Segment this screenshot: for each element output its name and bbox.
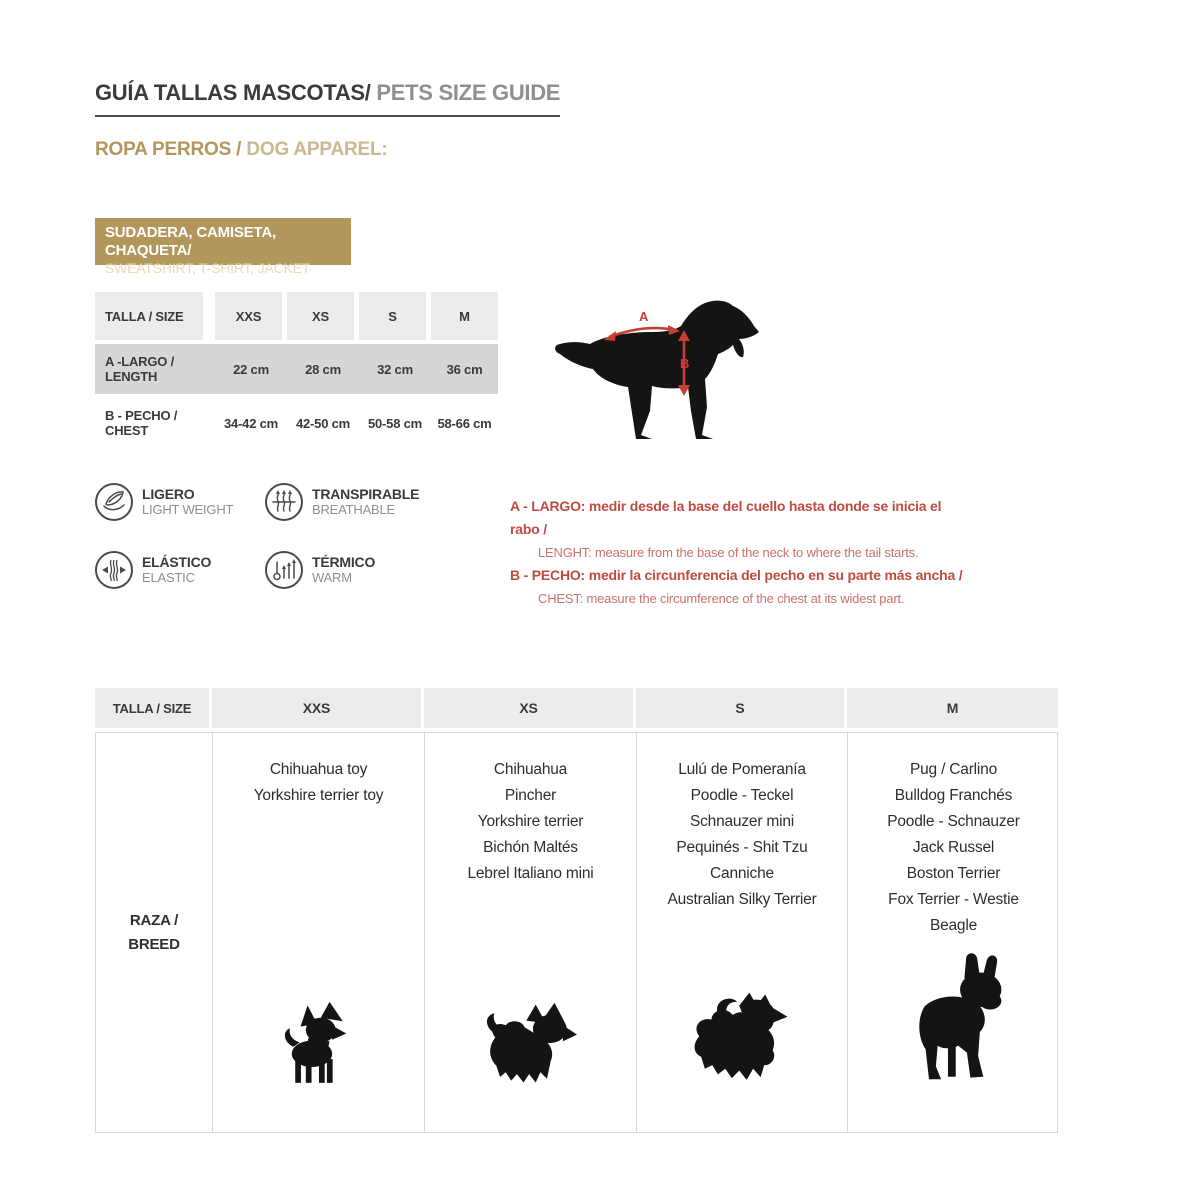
page-title-es: GUÍA TALLAS MASCOTAS/ xyxy=(95,80,371,105)
breed-item: Lebrel Italiano mini xyxy=(467,865,594,882)
size-table-header-xxs: XXS xyxy=(215,292,282,340)
chest-m: 58-66 cm xyxy=(437,415,492,431)
size-table-header-row xyxy=(95,292,498,340)
elastic-icon xyxy=(95,551,133,589)
measure-notes xyxy=(510,495,970,610)
feature-name-es: TRANSPIRABLE xyxy=(312,486,420,502)
breed-item: Lulú de Pomeranía xyxy=(678,761,806,778)
chest-arrowhead-bottom xyxy=(678,385,690,396)
breed-row-label-es: RAZA / xyxy=(129,911,179,929)
note-pecho-es: B - PECHO: medir la circunferencia del pecho en su parte más ancha / xyxy=(510,567,963,583)
subtitle-es: ROPA PERROS / xyxy=(95,139,242,160)
chest-row-label: B - PECHO / CHEST xyxy=(105,408,178,438)
length-xxs: 22 cm xyxy=(233,361,269,377)
breed-row-label-en: BREED xyxy=(128,935,180,953)
breed-item: Bichón Maltés xyxy=(483,839,578,856)
note-length-en: LENGHT: measure from the base of the neck to where the tail starts. xyxy=(538,545,919,560)
breed-table-header-m: M xyxy=(847,688,1058,728)
breed-item: Yorkshire terrier toy xyxy=(253,787,384,804)
feature-name-en: BREATHABLE xyxy=(312,502,396,517)
measuring-dog-diagram xyxy=(552,300,770,448)
length-row-label: A -LARGO / LENGTH xyxy=(105,354,175,384)
breed-item: Bulldog Franchés xyxy=(894,787,1013,804)
breed-item: Australian Silky Terrier xyxy=(667,891,817,908)
french-bulldog-silhouette xyxy=(898,946,1010,1092)
breed-item: Schnauzer mini xyxy=(689,813,795,830)
pomeranian-silhouette xyxy=(672,988,812,1092)
breed-table-header-row xyxy=(95,688,1058,728)
length-arrowhead-left xyxy=(604,331,616,341)
breed-item: Pug / Carlino xyxy=(909,761,997,778)
feature-breathable xyxy=(265,483,419,521)
feature-warm xyxy=(265,551,375,589)
breed-item: Yorkshire terrier xyxy=(477,813,584,830)
breed-column-xxs xyxy=(213,733,425,1132)
length-xs: 28 cm xyxy=(305,361,341,377)
breed-column-m xyxy=(848,733,1059,1132)
section-subtitle xyxy=(95,139,388,161)
chest-xxs: 34-42 cm xyxy=(223,415,279,431)
breed-item: Poodle - Teckel xyxy=(690,787,794,804)
size-table-header-xs: XS xyxy=(287,292,354,340)
feature-light-weight xyxy=(95,483,233,521)
note-chest-en: CHEST: measure the circumference of the chest at its widest part. xyxy=(538,591,905,606)
breed-item: Fox Terrier - Westie xyxy=(888,891,1019,908)
diagram-label-a: A xyxy=(639,309,649,324)
length-m: 36 cm xyxy=(446,361,483,377)
breed-item: Beagle xyxy=(929,917,978,934)
note-largo-es: A - LARGO: medir desde la base del cuello hasta donde se inicia el rabo / xyxy=(510,498,942,537)
breed-item: Chihuahua toy xyxy=(269,761,368,778)
breed-item: Pincher xyxy=(504,787,557,804)
category-banner-en: SWEATSHIRT, T-SHIRT, JACKET xyxy=(105,260,311,276)
size-table-header-s: S xyxy=(359,292,426,340)
size-table-row-length xyxy=(95,344,498,394)
breed-item: Pequinés - Shit Tzu xyxy=(676,839,808,856)
breed-item: Boston Terrier xyxy=(906,865,1001,882)
breed-item: Poodle - Schnauzer xyxy=(887,813,1020,830)
breed-item: Jack Russel xyxy=(912,839,995,856)
size-table xyxy=(95,292,498,448)
chihuahua-silhouette xyxy=(275,998,363,1092)
breed-table-header-xs: XS xyxy=(424,688,633,728)
length-s: 32 cm xyxy=(377,361,413,377)
size-table-header-talla: TALLA / SIZE xyxy=(95,292,203,340)
breed-column-xs xyxy=(425,733,637,1132)
page-title xyxy=(95,80,560,117)
feature-elastic xyxy=(95,551,211,589)
chest-s: 50-58 cm xyxy=(367,415,423,431)
feather-hand-icon xyxy=(95,483,133,521)
feature-name-en: ELASTIC xyxy=(142,570,195,585)
breed-table-header-xxs: XXS xyxy=(212,688,421,728)
breed-column-s xyxy=(637,733,848,1132)
size-table-row-chest xyxy=(95,398,498,448)
subtitle-en: DOG APPAREL: xyxy=(241,139,388,160)
breed-table-body xyxy=(95,732,1058,1133)
category-banner-es: SUDADERA, CAMISETA, CHAQUETA/ xyxy=(105,224,276,259)
breed-item: Canniche xyxy=(710,865,774,882)
longhair-chihuahua-silhouette xyxy=(470,998,592,1092)
category-banner xyxy=(95,218,351,276)
page-title-en: PETS SIZE GUIDE xyxy=(370,80,561,105)
thermometer-icon xyxy=(265,551,303,589)
feature-name-es: ELÁSTICO xyxy=(142,554,212,570)
labrador-silhouette xyxy=(555,301,759,439)
breathable-icon xyxy=(265,483,303,521)
breed-item: Chihuahua xyxy=(493,761,568,778)
size-table-header-m: M xyxy=(431,292,498,340)
feature-name-en: LIGHT WEIGHT xyxy=(142,502,234,517)
feature-name-es: TÉRMICO xyxy=(312,554,376,570)
breed-table xyxy=(95,688,1058,1133)
feature-name-en: WARM xyxy=(312,570,352,585)
breed-table-header-talla: TALLA / SIZE xyxy=(95,688,209,728)
breed-table-header-s: S xyxy=(636,688,844,728)
diagram-label-b: B xyxy=(680,356,690,371)
feature-name-es: LIGERO xyxy=(142,486,195,502)
breed-row-label xyxy=(96,733,213,1132)
chest-xs: 42-50 cm xyxy=(295,415,351,431)
